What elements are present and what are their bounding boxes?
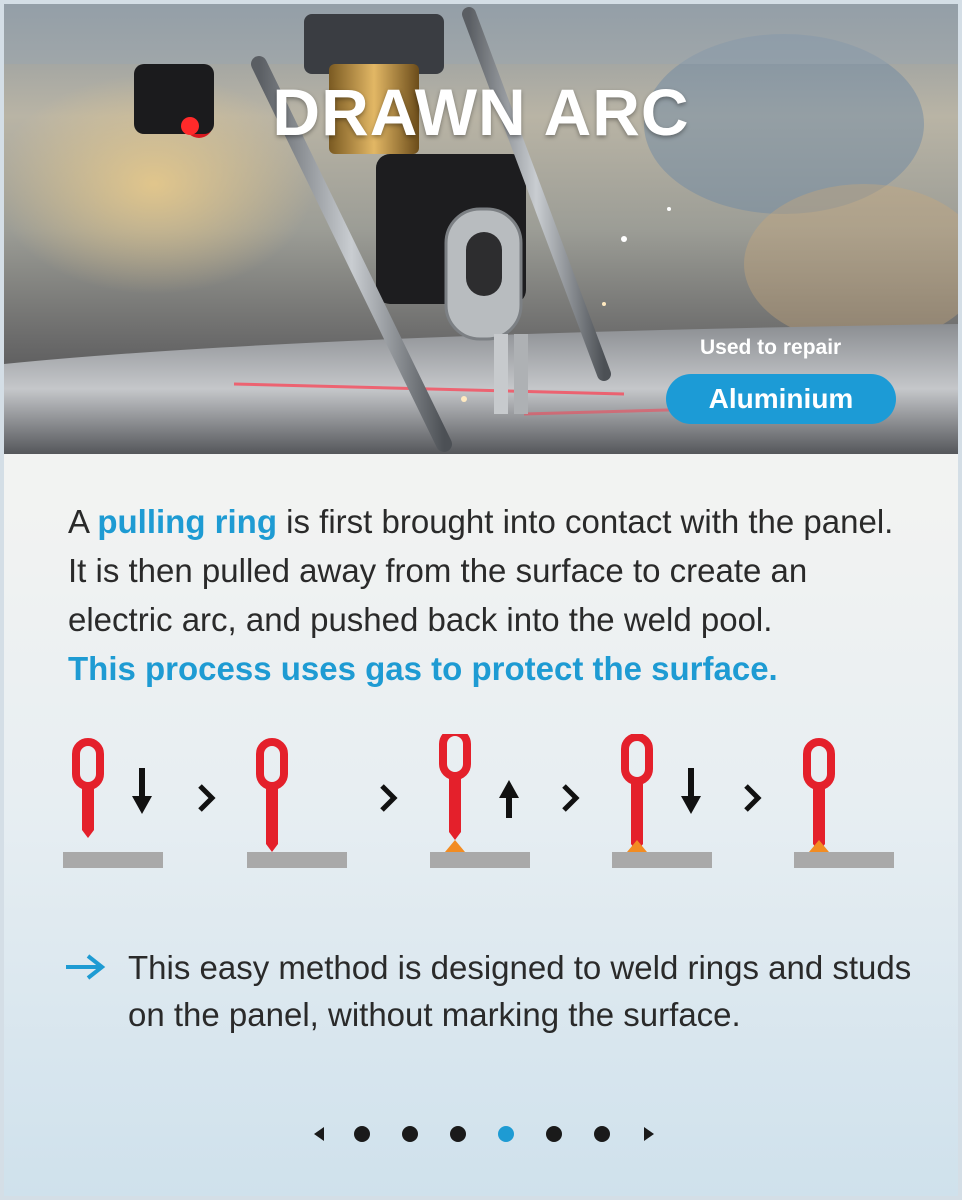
process-step xyxy=(63,742,163,868)
panel-bar xyxy=(612,852,712,868)
arc-spark xyxy=(809,840,829,852)
panel-bar xyxy=(794,852,894,868)
material-badge: Aluminium xyxy=(666,374,896,424)
process-description xyxy=(68,497,918,693)
chevron-left-icon[interactable] xyxy=(314,1127,324,1141)
chevron-right-icon[interactable] xyxy=(644,1127,654,1141)
process-step xyxy=(612,737,712,868)
panel-bar xyxy=(430,852,530,868)
description-body: is first brought into contact with the panel. It is then pulled away from the surface to create an electric arc, and pushed back into the weld pool. xyxy=(68,503,894,638)
process-step xyxy=(430,734,530,868)
up-arrow-icon xyxy=(499,780,519,818)
page xyxy=(4,4,958,1196)
gas-note: This process uses gas to protect the surface. xyxy=(68,650,778,687)
ring-stem xyxy=(266,786,278,852)
method-note-text: This easy method is designed to weld rings and studs on the panel, without marking the surface. xyxy=(128,949,912,1033)
ring-stem xyxy=(82,786,94,838)
page-dot[interactable] xyxy=(498,1126,514,1142)
pulling-ring xyxy=(260,742,284,786)
pulling-ring xyxy=(807,742,831,786)
pulling-ring xyxy=(76,742,100,786)
arc-spark xyxy=(627,840,647,852)
chevron-right-icon xyxy=(564,786,576,810)
page-dot[interactable] xyxy=(594,1126,610,1142)
process-steps xyxy=(4,734,958,884)
chevron-right-icon xyxy=(382,786,394,810)
page-dot[interactable] xyxy=(354,1126,370,1142)
page-dot[interactable] xyxy=(402,1126,418,1142)
process-steps-diagram xyxy=(4,734,958,884)
chevron-right-icon xyxy=(200,786,212,810)
description-highlight: pulling ring xyxy=(97,503,277,540)
page-title: DRAWN ARC xyxy=(272,75,690,149)
method-note xyxy=(64,944,924,1044)
pagination xyxy=(304,1119,654,1149)
down-arrow-icon xyxy=(132,768,152,814)
page-dot[interactable] xyxy=(450,1126,466,1142)
process-step xyxy=(247,742,347,868)
ring-stem xyxy=(449,776,461,840)
right-arrow-icon xyxy=(64,952,108,982)
panel-bar xyxy=(63,852,163,868)
repair-label: Used to repair xyxy=(700,336,842,359)
hero-image xyxy=(4,4,958,454)
process-step xyxy=(794,742,894,868)
panel-bar xyxy=(247,852,347,868)
pulling-ring xyxy=(443,734,467,776)
down-arrow-icon xyxy=(681,768,701,814)
page-dot[interactable] xyxy=(546,1126,562,1142)
chevron-right-icon xyxy=(746,786,758,810)
pulling-ring xyxy=(625,737,649,781)
description-prefix: A xyxy=(68,503,98,540)
arc-spark xyxy=(445,840,465,852)
